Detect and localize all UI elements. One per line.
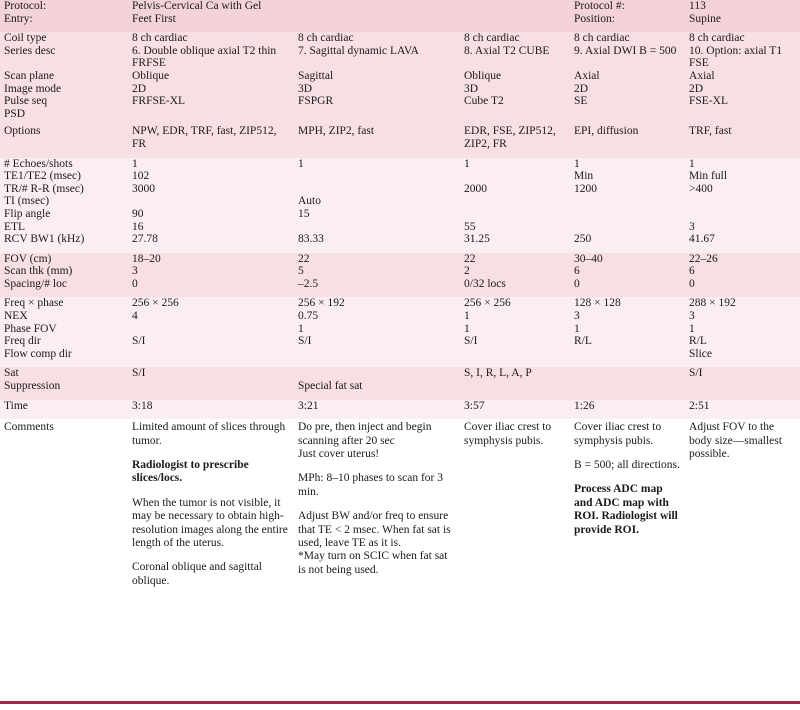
row-label: Time — [4, 399, 28, 412]
comment-paragraph: Radiologist to prescribe slices/locs. — [132, 459, 249, 485]
header-row-protocol — [0, 0, 800, 13]
row-value: 1 — [298, 322, 304, 335]
row-label: Freq dir — [4, 335, 41, 348]
position-value: Supine — [689, 12, 721, 25]
row-value — [460, 170, 570, 183]
row-label: TI (msec) — [4, 195, 50, 208]
row-value: EPI, diffusion — [574, 125, 639, 138]
table-row — [0, 310, 800, 323]
row-value: 2D — [574, 82, 589, 95]
block-sequence-setup — [0, 32, 800, 157]
comment-paragraph: Process ADC map and ADC map with ROI. Radiologist will provide ROI. — [574, 483, 678, 536]
row-value: 3000 — [132, 182, 155, 195]
row-value: 8 ch cardiac — [464, 32, 520, 45]
row-value: 3D — [464, 82, 479, 95]
row-value: Min — [574, 170, 594, 183]
block-gap — [0, 246, 800, 253]
table-row — [0, 158, 800, 171]
row-value: 8 ch cardiac — [574, 32, 630, 45]
row-label: Flow comp dir — [4, 347, 72, 360]
row-value: 15 — [298, 207, 310, 220]
position-label: Position: — [574, 12, 615, 25]
entry-label: Entry: — [4, 12, 33, 25]
comments-column-2 — [294, 419, 460, 588]
table-row — [0, 195, 800, 208]
row-value: 3 — [689, 310, 695, 323]
row-value: Slice — [689, 347, 713, 360]
row-value — [128, 195, 294, 208]
row-value: S/I — [689, 367, 703, 380]
row-value: Special fat sat — [298, 380, 363, 393]
comment-paragraph: Coronal oblique and sagittal oblique. — [132, 561, 262, 587]
protocol-value: Pelvis-Cervical Ca with Gel — [132, 0, 262, 12]
row-value — [570, 195, 685, 208]
row-value — [128, 380, 294, 393]
row-value: Min full — [689, 170, 728, 183]
comment-paragraph: *May turn on SCIC when fat sat is not being used. — [298, 550, 448, 576]
row-label: NEX — [4, 310, 28, 323]
row-value: Oblique — [132, 69, 170, 82]
row-value: 6. Double oblique axial T2 thin FRFSE — [132, 44, 277, 70]
row-label: Scan thk (mm) — [4, 265, 73, 278]
row-value: S/I — [132, 367, 146, 380]
block-gap — [0, 393, 800, 400]
row-value: 3:57 — [464, 399, 485, 412]
row-label: FOV (cm) — [4, 252, 52, 265]
row-value: S, I, R, L, A, P — [464, 367, 532, 380]
row-value: 1 — [464, 157, 470, 170]
row-value — [294, 108, 460, 121]
block-matrix — [0, 297, 800, 367]
row-value — [128, 108, 294, 121]
row-label: # Echoes/shots — [4, 157, 73, 170]
row-value: 6 — [689, 265, 695, 278]
row-value: Axial — [689, 69, 715, 82]
table-row — [0, 278, 800, 291]
row-value — [570, 348, 685, 361]
row-value: 256 × 256 — [464, 297, 511, 310]
block-gap — [0, 412, 800, 419]
row-value: 41.67 — [689, 233, 715, 246]
table-row — [0, 323, 800, 336]
row-value: 288 × 192 — [689, 297, 736, 310]
block-gap — [0, 290, 800, 297]
table-row — [0, 367, 800, 380]
row-label: Spacing/# loc — [4, 277, 67, 290]
row-value: 1 — [464, 322, 470, 335]
row-value: 250 — [574, 233, 592, 246]
row-label: Options — [4, 125, 41, 138]
row-value — [570, 380, 685, 393]
row-value: 3 — [132, 265, 138, 278]
row-value: 0 — [689, 277, 695, 290]
row-value — [685, 195, 800, 208]
row-value: 18–20 — [132, 252, 161, 265]
row-value: 1 — [574, 322, 580, 335]
table-row — [0, 265, 800, 278]
row-value — [128, 323, 294, 336]
row-value: 1 — [689, 157, 695, 170]
row-value: 90 — [132, 207, 144, 220]
row-value: 83.33 — [298, 233, 324, 246]
row-value: S/I — [464, 335, 478, 348]
row-value: 8 ch cardiac — [132, 32, 188, 45]
block-timing-parameters — [0, 158, 800, 253]
table-row — [0, 253, 800, 266]
row-value — [294, 183, 460, 196]
table-row — [0, 45, 800, 70]
comment-paragraph: Cover iliac crest to symphysis pubis. — [464, 421, 552, 447]
row-value — [685, 208, 800, 221]
row-label: Coil type — [4, 32, 47, 45]
row-value: 55 — [464, 220, 476, 233]
row-value: 3D — [298, 82, 313, 95]
row-value: 1 — [298, 157, 304, 170]
header-spacer — [0, 25, 800, 32]
row-value: 3:21 — [298, 399, 319, 412]
row-value: MPH, ZIP2, fast — [298, 125, 375, 138]
row-value: 3 — [574, 310, 580, 323]
row-label: Phase FOV — [4, 322, 57, 335]
row-value: Axial — [574, 69, 600, 82]
row-value: 1 — [689, 322, 695, 335]
row-value — [685, 380, 800, 393]
table-row — [0, 348, 800, 361]
row-value: Cube T2 — [464, 95, 504, 108]
row-value — [460, 108, 570, 121]
row-value: 6 — [574, 265, 580, 278]
row-value: 2:51 — [689, 399, 710, 412]
row-value — [570, 208, 685, 221]
row-value: 3 — [689, 220, 695, 233]
row-label: Sat — [4, 367, 19, 380]
row-value: FSPGR — [298, 95, 334, 108]
row-value: 1:26 — [574, 399, 595, 412]
row-label: Series desc — [4, 44, 56, 57]
row-value: SE — [574, 95, 588, 108]
row-value — [570, 367, 685, 380]
row-label: Flip angle — [4, 207, 51, 220]
table-row — [0, 170, 800, 183]
row-value — [460, 380, 570, 393]
row-value — [294, 367, 460, 380]
row-value: 27.78 — [132, 233, 158, 246]
row-label: Freq × phase — [4, 297, 64, 310]
row-value: 22 — [298, 252, 310, 265]
row-value — [570, 108, 685, 121]
comment-paragraph: Limited amount of slices through tumor. — [132, 421, 286, 447]
table-row — [0, 400, 800, 413]
row-value: 2000 — [464, 182, 487, 195]
row-value: Auto — [298, 195, 321, 208]
table-row — [0, 380, 800, 393]
table-row — [0, 125, 800, 150]
row-label: Suppression — [4, 380, 61, 393]
comment-paragraph: Cover iliac crest to symphysis pubis. — [574, 421, 662, 447]
row-value: 9. Axial DWI B = 500 — [574, 44, 677, 57]
row-value: FRFSE-XL — [132, 95, 186, 108]
row-value: 128 × 128 — [574, 297, 621, 310]
row-value: 5 — [298, 265, 304, 278]
protocol-label: Protocol: — [4, 0, 47, 12]
row-value: 8 ch cardiac — [298, 32, 354, 45]
row-value: 1 — [464, 310, 470, 323]
row-value: TRF, fast — [689, 125, 732, 138]
row-value: 30–40 — [574, 252, 603, 265]
entry-value: Feet First — [132, 12, 176, 25]
row-label: RCV BW1 (kHz) — [4, 233, 85, 246]
row-value: 4 — [132, 310, 138, 323]
block-gap — [0, 151, 800, 158]
header-block — [0, 0, 800, 32]
row-label: PSD — [4, 107, 26, 120]
comment-paragraph: Just cover uterus! — [298, 448, 380, 461]
row-value: R/L — [689, 335, 707, 348]
row-value — [460, 348, 570, 361]
row-value: 3:18 — [132, 399, 153, 412]
comment-paragraph: When the tumor is not visible, it may be necessary to obtain high-resolution images along the entire length of the uterus. — [132, 496, 288, 550]
block-time — [0, 400, 800, 420]
row-label: Image mode — [4, 82, 62, 95]
row-value: 1200 — [574, 182, 598, 195]
comments-row — [0, 419, 800, 588]
block-geometry — [0, 253, 800, 298]
comments-column-1 — [128, 419, 294, 588]
row-value: EDR, FSE, ZIP512, ZIP2, FR — [464, 125, 556, 150]
protocol-number-label: Protocol #: — [574, 0, 625, 12]
row-value — [460, 208, 570, 221]
row-value: 22–26 — [689, 252, 718, 265]
row-value — [460, 195, 570, 208]
row-value — [685, 108, 800, 121]
table-row — [0, 70, 800, 83]
row-value: S/I — [298, 335, 312, 348]
row-value — [128, 348, 294, 361]
row-value: 2D — [132, 82, 147, 95]
row-value: 7. Sagittal dynamic LAVA — [298, 44, 419, 57]
row-value: 10. Option: axial T1 FSE — [689, 44, 783, 70]
comments-column-4 — [570, 419, 685, 588]
comments-column-5 — [685, 419, 800, 588]
row-value: Oblique — [464, 69, 502, 82]
row-value: –2.5 — [298, 277, 319, 290]
row-value: 0 — [132, 277, 138, 290]
row-value: 256 × 192 — [298, 297, 345, 310]
row-value — [570, 221, 685, 234]
row-value: R/L — [574, 335, 592, 348]
block-comments — [0, 419, 800, 588]
row-value: FSE-XL — [689, 95, 728, 108]
row-value: 22 — [464, 252, 476, 265]
comment-paragraph: Do pre, then inject and begin scanning after 20 sec — [298, 421, 432, 447]
row-value — [294, 221, 460, 234]
row-value: 2D — [689, 82, 704, 95]
table-row — [0, 83, 800, 96]
row-value: 8 ch cardiac — [689, 32, 745, 45]
comment-paragraph: Adjust FOV to the body size—smallest possible. — [689, 421, 782, 461]
row-label: Pulse seq — [4, 95, 48, 108]
header-row-entry — [0, 13, 800, 26]
footer-margin — [0, 704, 800, 710]
table-row — [0, 335, 800, 348]
row-label: TR/# R-R (msec) — [4, 182, 84, 195]
block-gap — [0, 360, 800, 367]
table-row — [0, 208, 800, 221]
row-label: TE1/TE2 (msec) — [4, 170, 81, 183]
row-value: 31.25 — [464, 233, 490, 246]
table-row — [0, 32, 800, 45]
table-row — [0, 297, 800, 310]
row-value: 1 — [132, 157, 138, 170]
row-value: 8. Axial T2 CUBE — [464, 44, 550, 57]
protocol-number-value: 113 — [689, 0, 706, 12]
row-label: ETL — [4, 220, 26, 233]
row-value — [294, 170, 460, 183]
comment-paragraph: Adjust BW and/or freq to ensure that TE < 2 msec. When fat sat is used, leave TE as it is. — [298, 510, 451, 550]
table-row — [0, 108, 800, 121]
row-value: 102 — [132, 170, 150, 183]
row-value: 1 — [574, 157, 580, 170]
row-value: 0/32 locs — [464, 277, 506, 290]
row-label: Scan plane — [4, 69, 55, 82]
comments-column-3 — [460, 419, 570, 588]
row-value: 0.75 — [298, 310, 319, 323]
comments-label: Comments — [4, 421, 54, 434]
block-saturation — [0, 367, 800, 399]
row-value: NPW, EDR, TRF, fast, ZIP512, FR — [132, 125, 277, 150]
row-value: >400 — [689, 182, 713, 195]
table-row — [0, 221, 800, 234]
comment-paragraph: B = 500; all directions. — [574, 459, 680, 472]
row-value: 16 — [132, 220, 144, 233]
row-value: 256 × 256 — [132, 297, 179, 310]
row-value: Sagittal — [298, 69, 334, 82]
table-row — [0, 233, 800, 246]
table-row — [0, 183, 800, 196]
row-value: 2 — [464, 265, 470, 278]
row-value — [294, 348, 460, 361]
row-value: S/I — [132, 335, 146, 348]
comment-paragraph: MPh: 8–10 phases to scan for 3 min. — [298, 472, 444, 498]
table-row — [0, 95, 800, 108]
row-value: 0 — [574, 277, 580, 290]
